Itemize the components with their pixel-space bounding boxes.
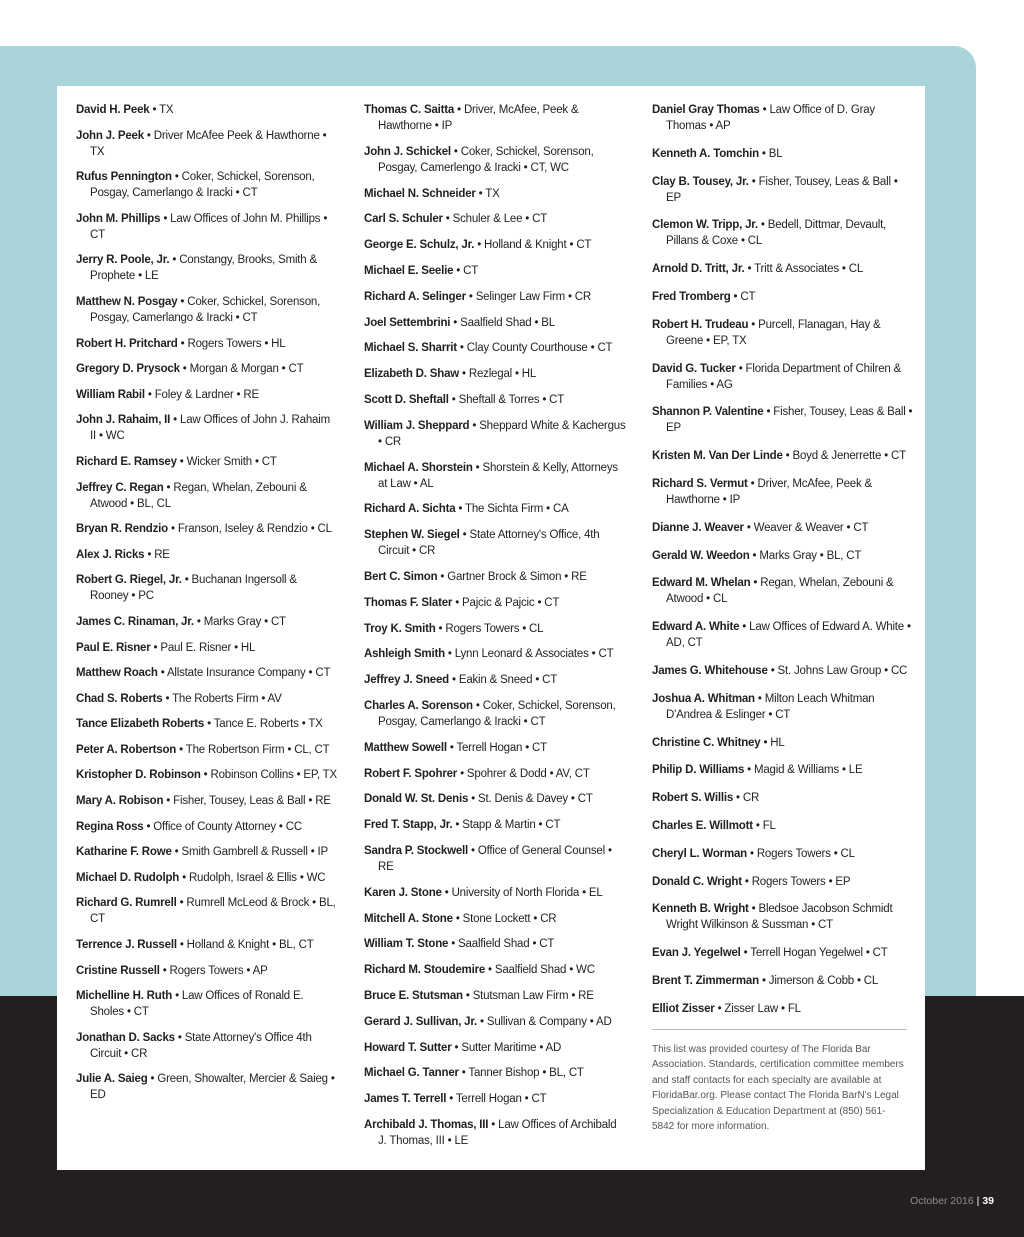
directory-entry: Sandra P. Stockwell • Office of General Counsel • RE: [364, 844, 612, 873]
attorney-name: Charles E. Willmott: [652, 819, 753, 832]
directory-entry: Fred T. Stapp, Jr. • Stapp & Martin • CT: [364, 819, 561, 832]
attorney-detail: Law Offices of Edward A. White • AD, CT: [666, 621, 911, 650]
attorney-detail: Regan, Whelan, Zebouni & Atwood • BL, CL: [90, 481, 307, 510]
attorney-name: Michael G. Tanner: [364, 1067, 459, 1080]
directory-entry: Mary A. Robison • Fisher, Tousey, Leas & Ball • RE: [76, 795, 331, 808]
attorney-detail: Morgan & Morgan • CT: [189, 363, 304, 376]
directory-entry: Charles A. Sorenson • Coker, Schickel, Sorenson, Posgay, Camerlango & Iracki • CT: [364, 699, 616, 728]
attorney-detail: Wicker Smith • CT: [186, 455, 277, 468]
attorney-detail: CR: [742, 792, 760, 805]
attorney-name: Richard M. Stoudemire: [364, 964, 486, 977]
attorney-detail: Selinger Law Firm • CR: [475, 290, 591, 303]
attorney-detail: Eakin & Sneed • CT: [458, 674, 558, 687]
attorney-name: Robert F. Spohrer: [364, 767, 458, 780]
attorney-detail: State Attorney's Office, 4th Circuit • CR: [378, 529, 600, 558]
attorney-name: Daniel Gray Thomas: [652, 104, 760, 116]
directory-entry: George E. Schulz, Jr. • Holland & Knight • CT: [364, 239, 592, 252]
attorney-name: James C. Rinaman, Jr.: [76, 615, 194, 628]
attorney-detail: Office of County Attorney • CC: [153, 820, 302, 833]
attorney-name: Katharine F. Rowe: [76, 846, 172, 859]
directory-entry: Christine C. Whitney • HL: [652, 736, 785, 749]
attorney-detail: Jimerson & Cobb • CL: [768, 974, 879, 987]
attorney-name: Robert G. Riegel, Jr.: [76, 574, 182, 587]
attorney-name: Kenneth A. Tomchin: [652, 147, 759, 160]
attorney-detail: Pajcic & Pajcic • CT: [462, 596, 560, 609]
directory-entry: David H. Peek • TX: [76, 104, 174, 116]
attorney-detail: Bledsoe Jacobson Schmidt Wright Wilkinson & Sussman • CT: [666, 903, 893, 932]
attorney-detail: Sheftall & Torres • CT: [458, 393, 565, 406]
attorney-detail: Constangy, Brooks, Smith & Prophete • LE: [90, 254, 317, 283]
attorney-detail: Tanner Bishop • BL, CT: [468, 1067, 584, 1080]
attorney-detail: Law Offices of John J. Rahaim II • WC: [90, 414, 330, 443]
attorney-detail: Robinson Collins • EP, TX: [210, 769, 337, 782]
attorney-name: Christine C. Whitney: [652, 736, 761, 749]
attorney-name: Troy K. Smith: [364, 622, 436, 635]
directory-entry: William Rabil • Foley & Lardner • RE: [76, 388, 259, 401]
attorney-detail: Coker, Schickel, Sorenson, Posgay, Camerlango & Iracki • CT: [90, 295, 321, 324]
attorney-name: Terrence J. Russell: [76, 939, 177, 952]
attorney-name: Fred Tromberg: [652, 290, 731, 303]
attorney-detail: Buchanan Ingersoll & Rooney • PC: [90, 574, 297, 603]
attorney-name: Jerry R. Poole, Jr.: [76, 254, 170, 267]
attorney-detail: St. Denis & Davey • CT: [478, 793, 593, 806]
issue-date: October 2016: [910, 1195, 974, 1207]
directory-entry: Matthew Roach • Allstate Insurance Company • CT: [76, 667, 331, 680]
directory-entry: Cristine Russell • Rogers Towers • AP: [76, 964, 268, 977]
page-footer: [910, 1195, 994, 1207]
attorney-detail: St. Johns Law Group • CC: [777, 664, 908, 677]
directory-entry: Kenneth B. Wright • Bledsoe Jacobson Schmidt Wright Wilkinson & Sussman • CT: [652, 903, 893, 932]
directory-entry: Robert G. Riegel, Jr. • Buchanan Ingersoll & Rooney • PC: [76, 574, 297, 603]
directory-entry: Arnold D. Tritt, Jr. • Tritt & Associates • CL: [652, 263, 864, 276]
directory-entry: Gerald W. Weedon • Marks Gray • BL, CT: [652, 549, 862, 562]
attorney-name: Michael S. Sharrit: [364, 342, 457, 355]
attorney-detail: Rudolph, Israel & Ellis • WC: [188, 871, 326, 884]
attorney-detail: Holland & Knight • CT: [484, 239, 592, 252]
directory-entry: John J. Peek • Driver McAfee Peek & Hawthorne • TX: [76, 129, 327, 158]
attorney-detail: Fisher, Tousey, Leas & Ball • EP: [666, 406, 913, 435]
directory-entry: Philip D. Williams • Magid & Williams • LE: [652, 764, 863, 777]
directory-entry: Thomas F. Slater • Pajcic & Pajcic • CT: [364, 596, 560, 609]
attorney-name: Michael A. Shorstein: [364, 461, 473, 474]
attorney-name: Carl S. Schuler: [364, 213, 443, 226]
directory-entry: Matthew Sowell • Terrell Hogan • CT: [364, 741, 547, 754]
directory-entry: Regina Ross • Office of County Attorney • CC: [76, 820, 302, 833]
directory-entry: Charles E. Willmott • FL: [652, 819, 776, 832]
directory-entry: Scott D. Sheftall • Sheftall & Torres • CT: [364, 393, 565, 406]
attorney-name: Cheryl L. Worman: [652, 847, 747, 860]
attorney-name: Kenneth B. Wright: [652, 903, 749, 916]
attorney-name: Robert H. Trudeau: [652, 318, 749, 331]
directory-entry: Dianne J. Weaver • Weaver & Weaver • CT: [652, 521, 869, 534]
attorney-name: Chad S. Roberts: [76, 692, 163, 705]
directory-entry: Clay B. Tousey, Jr. • Fisher, Tousey, Leas & Ball • EP: [652, 175, 898, 204]
directory-entry: Michelline H. Ruth • Law Offices of Ronald E. Sholes • CT: [76, 990, 304, 1019]
attorney-name: Charles A. Sorenson: [364, 699, 473, 712]
attorney-name: Fred T. Stapp, Jr.: [364, 819, 453, 832]
attorney-name: Brent T. Zimmerman: [652, 974, 759, 987]
directory-entry: Richard S. Vermut • Driver, McAfee, Peek & Hawthorne • IP: [652, 477, 872, 506]
attorney-detail: Driver, McAfee, Peek & Hawthorne • IP: [378, 104, 579, 132]
attorney-name: Kristopher D. Robinson: [76, 769, 201, 782]
attorney-name: Matthew Sowell: [364, 741, 447, 754]
attorney-name: Mary A. Robison: [76, 795, 164, 808]
column-3-entries: [652, 102, 914, 1017]
attorney-name: John M. Phillips: [76, 212, 161, 225]
attorney-detail: BL: [768, 147, 783, 160]
attorney-name: Elizabeth D. Shaw: [364, 368, 460, 381]
directory-entry: Bert C. Simon • Gartner Brock & Simon • RE: [364, 570, 587, 583]
attorney-detail: The Sichta Firm • CA: [465, 503, 569, 516]
attorney-detail: Saalfield Shad • WC: [494, 964, 595, 977]
directory-entry: Gerard J. Sullivan, Jr. • Sullivan & Company • AD: [364, 1015, 612, 1028]
attorney-detail: Saalfield Shad • CT: [458, 938, 555, 951]
attorney-name: Matthew N. Posgay: [76, 295, 178, 308]
directory-entry: Michael E. Seelie • CT: [364, 264, 479, 277]
attorney-name: James G. Whitehouse: [652, 664, 768, 677]
attorney-name: Joel Settembrini: [364, 316, 451, 329]
directory-entry: Carl S. Schuler • Schuler & Lee • CT: [364, 213, 548, 226]
attorney-name: Evan J. Yegelwel: [652, 947, 741, 960]
attorney-detail: Paul E. Risner • HL: [160, 641, 256, 654]
directory-entry: Troy K. Smith • Rogers Towers • CL: [364, 622, 544, 635]
attorney-name: Sandra P. Stockwell: [364, 844, 469, 857]
column-1: [76, 102, 338, 1113]
attorney-name: Tance Elizabeth Roberts: [76, 718, 205, 731]
directory-entry: Joshua A. Whitman • Milton Leach Whitman D'Andrea & Eslinger • CT: [652, 692, 875, 721]
directory-entry: Michael D. Rudolph • Rudolph, Israel & Ellis • WC: [76, 871, 326, 884]
attorney-detail: Rogers Towers • AP: [169, 964, 268, 977]
directory-entry: William T. Stone • Saalfield Shad • CT: [364, 938, 555, 951]
attorney-name: Joshua A. Whitman: [652, 692, 755, 705]
attorney-detail: Weaver & Weaver • CT: [753, 521, 869, 534]
directory-entry: Paul E. Risner • Paul E. Risner • HL: [76, 641, 256, 654]
attorney-name: Dianne J. Weaver: [652, 521, 744, 534]
attorney-name: William Rabil: [76, 388, 145, 401]
attorney-name: Alex J. Ricks: [76, 548, 145, 561]
attorney-name: Bryan R. Rendzio: [76, 523, 169, 536]
attorney-detail: Sullivan & Company • AD: [486, 1015, 612, 1028]
directory-entry: Elizabeth D. Shaw • Rezlegal • HL: [364, 368, 537, 381]
attorney-detail: CT: [740, 290, 756, 303]
directory-entry: Ashleigh Smith • Lynn Leonard & Associates • CT: [364, 648, 614, 661]
directory-entry: Archibald J. Thomas, III • Law Offices of Archibald J. Thomas, III • LE: [364, 1118, 617, 1147]
attorney-detail: Regan, Whelan, Zebouni & Atwood • CL: [666, 577, 894, 606]
attorney-detail: Rogers Towers • CL: [756, 847, 855, 860]
attorney-name: Robert H. Pritchard: [76, 337, 178, 350]
attorney-name: John J. Rahaim, II: [76, 414, 171, 427]
directory-entry: Edward A. White • Law Offices of Edward A. White • AD, CT: [652, 621, 911, 650]
column-3: [652, 102, 914, 1135]
attorney-name: Richard A. Sichta: [364, 503, 456, 516]
directory-entry: Katharine F. Rowe • Smith Gambrell & Russell • IP: [76, 846, 328, 859]
directory-entry: Elliot Zisser • Zisser Law • FL: [652, 1002, 801, 1015]
attorney-name: Kristen M. Van Der Linde: [652, 450, 783, 463]
attorney-name: Scott D. Sheftall: [364, 393, 449, 406]
attorney-name: Jeffrey J. Sneed: [364, 674, 450, 687]
attorney-name: George E. Schulz, Jr.: [364, 239, 475, 252]
directory-entry: Jeffrey J. Sneed • Eakin & Sneed • CT: [364, 674, 558, 687]
attorney-detail: Driver, McAfee, Peek & Hawthorne • IP: [666, 477, 872, 506]
attorney-detail: RE: [154, 548, 170, 561]
attorney-name: Clay B. Tousey, Jr.: [652, 175, 749, 188]
directory-entry: Mitchell A. Stone • Stone Lockett • CR: [364, 912, 557, 925]
attorney-name: Regina Ross: [76, 820, 144, 833]
attorney-name: Donald C. Wright: [652, 875, 742, 888]
attorney-name: Ashleigh Smith: [364, 648, 445, 661]
attorney-detail: Smith Gambrell & Russell • IP: [181, 846, 328, 859]
attorney-name: Bruce E. Stutsman: [364, 989, 463, 1002]
attorney-name: Richard A. Selinger: [364, 290, 466, 303]
directory-entry: William J. Sheppard • Sheppard White & Kachergus • CR: [364, 419, 626, 448]
directory-entry: Joel Settembrini • Saalfield Shad • BL: [364, 316, 555, 329]
directory-entry: Richard A. Sichta • The Sichta Firm • CA: [364, 503, 569, 516]
directory-entry: Richard M. Stoudemire • Saalfield Shad • WC: [364, 964, 595, 977]
attorney-name: Stephen W. Siegel: [364, 529, 460, 542]
directory-entry: John M. Phillips • Law Offices of John M. Phillips • CT: [76, 212, 328, 241]
directory-entry: Peter A. Robertson • The Robertson Firm • CL, CT: [76, 743, 330, 756]
attorney-name: Philip D. Williams: [652, 764, 745, 777]
directory-entry: Donald W. St. Denis • St. Denis & Davey • CT: [364, 793, 593, 806]
directory-entry: Daniel Gray Thomas • Law Office of D. Gray Thomas • AP: [652, 104, 875, 132]
attorney-detail: Magid & Williams • LE: [753, 764, 863, 777]
directory-entry: Stephen W. Siegel • State Attorney's Office, 4th Circuit • CR: [364, 529, 600, 558]
attorney-name: Edward M. Whelan: [652, 577, 751, 590]
attorney-name: Karen J. Stone: [364, 886, 442, 899]
attorney-detail: Tance E. Roberts • TX: [213, 718, 323, 731]
attorney-detail: Stone Lockett • CR: [462, 912, 557, 925]
directory-entry: Thomas C. Saitta • Driver, McAfee, Peek & Hawthorne • IP: [364, 104, 579, 132]
directory-entry: Jonathan D. Sacks • State Attorney's Office 4th Circuit • CR: [76, 1031, 312, 1060]
directory-entry: Michael G. Tanner • Tanner Bishop • BL, CT: [364, 1067, 584, 1080]
directory-entry: Michael S. Sharrit • Clay County Courthouse • CT: [364, 342, 613, 355]
attorney-detail: Rumrell McLeod & Brock • BL, CT: [90, 897, 336, 926]
attorney-detail: Bedell, Dittmar, Devault, Pillans & Coxe • CL: [666, 219, 887, 248]
directory-entry: Terrence J. Russell • Holland & Knight • BL, CT: [76, 939, 314, 952]
attorney-name: Donald W. St. Denis: [364, 793, 469, 806]
attorney-name: Michelline H. Ruth: [76, 990, 173, 1003]
attorney-detail: Sutter Maritime • AD: [461, 1041, 562, 1054]
attorney-detail: Saalfield Shad • BL: [460, 316, 555, 329]
directory-entry: Rufus Pennington • Coker, Schickel, Sorenson, Posgay, Camerlango & Iracki • CT: [76, 171, 315, 200]
directory-entry: Richard A. Selinger • Selinger Law Firm • CR: [364, 290, 591, 303]
directory-entry: Edward M. Whelan • Regan, Whelan, Zebouni & Atwood • CL: [652, 577, 894, 606]
attorney-detail: Fisher, Tousey, Leas & Ball • EP: [666, 175, 898, 204]
attorney-detail: Franson, Iseley & Rendzio • CL: [177, 523, 332, 536]
directory-entry: Matthew N. Posgay • Coker, Schickel, Sorenson, Posgay, Camerlango & Iracki • CT: [76, 295, 321, 324]
directory-entry: Robert H. Pritchard • Rogers Towers • HL: [76, 337, 286, 350]
attorney-name: Peter A. Robertson: [76, 743, 177, 756]
attorney-detail: Lynn Leonard & Associates • CT: [454, 648, 614, 661]
attorney-name: Howard T. Sutter: [364, 1041, 452, 1054]
attorney-detail: Fisher, Tousey, Leas & Ball • RE: [173, 795, 331, 808]
attorney-name: Michael E. Seelie: [364, 264, 454, 277]
attorney-name: Michael N. Schneider: [364, 187, 476, 200]
attorney-detail: Rezlegal • HL: [468, 368, 537, 381]
attorney-detail: Law Office of D. Gray Thomas • AP: [666, 104, 875, 132]
attorney-detail: Terrell Hogan Yegelwel • CT: [750, 947, 888, 960]
attorney-name: Julie A. Saieg: [76, 1073, 148, 1086]
attorney-detail: Law Offices of Archibald J. Thomas, III • LE: [378, 1118, 617, 1147]
attorney-detail: Shorstein & Kelly, Attorneys at Law • AL: [378, 461, 618, 490]
attorney-detail: Holland & Knight • BL, CT: [186, 939, 314, 952]
directory-entry: James G. Whitehouse • St. Johns Law Group • CC: [652, 664, 908, 677]
directory-entry: James T. Terrell • Terrell Hogan • CT: [364, 1093, 547, 1106]
directory-entry: Jeffrey C. Regan • Regan, Whelan, Zebouni & Atwood • BL, CL: [76, 481, 307, 510]
directory-entry: Bruce E. Stutsman • Stutsman Law Firm • RE: [364, 989, 594, 1002]
attorney-name: Mitchell A. Stone: [364, 912, 453, 925]
attorney-name: Richard E. Ramsey: [76, 455, 177, 468]
directory-entry: Karen J. Stone • University of North Florida • EL: [364, 886, 603, 899]
attorney-detail: Green, Showalter, Mercier & Saieg • ED: [90, 1073, 335, 1102]
attorney-name: Gerald W. Weedon: [652, 549, 750, 562]
attorney-detail: Milton Leach Whitman D'Andrea & Eslinger • CT: [666, 692, 875, 721]
attorney-detail: CT: [463, 264, 479, 277]
directory-entry: Fred Tromberg • CT: [652, 290, 756, 303]
attorney-detail: Florida Department of Chilren & Families • AG: [666, 362, 902, 391]
directory-entry: Michael A. Shorstein • Shorstein & Kelly, Attorneys at Law • AL: [364, 461, 618, 490]
directory-entry: Clemon W. Tripp, Jr. • Bedell, Dittmar, Devault, Pillans & Coxe • CL: [652, 219, 887, 248]
attorney-name: William J. Sheppard: [364, 419, 470, 432]
attorney-name: Arnold D. Tritt, Jr.: [652, 263, 745, 276]
attorney-name: David H. Peek: [76, 104, 150, 116]
attorney-name: Richard G. Rumrell: [76, 897, 177, 910]
attorney-detail: Rogers Towers • EP: [751, 875, 851, 888]
column-2: [364, 102, 626, 1159]
attorney-name: Thomas F. Slater: [364, 596, 453, 609]
directory-entry: Chad S. Roberts • The Roberts Firm • AV: [76, 692, 282, 705]
attorney-detail: University of North Florida • EL: [451, 886, 603, 899]
directory-entry: Richard G. Rumrell • Rumrell McLeod & Brock • BL, CT: [76, 897, 336, 926]
directory-entry: Cheryl L. Worman • Rogers Towers • CL: [652, 847, 855, 860]
attorney-detail: Coker, Schickel, Sorenson, Posgay, Camerlengo & Iracki • CT, WC: [378, 145, 594, 174]
attorney-detail: Stutsman Law Firm • RE: [472, 989, 594, 1002]
attorney-detail: Office of General Counsel • RE: [378, 844, 612, 873]
directory-entry: Brent T. Zimmerman • Jimerson & Cobb • CL: [652, 974, 879, 987]
attorney-detail: Foley & Lardner • RE: [154, 388, 259, 401]
attorney-name: Edward A. White: [652, 621, 740, 634]
directory-card: [57, 86, 925, 1170]
attorney-detail: Sheppard White & Kachergus • CR: [378, 419, 626, 448]
attorney-detail: Purcell, Flanagan, Hay & Greene • EP, TX: [666, 318, 881, 347]
directory-entry: Bryan R. Rendzio • Franson, Iseley & Rendzio • CL: [76, 523, 332, 536]
attorney-detail: Boyd & Jenerrette • CT: [792, 450, 906, 463]
attorney-detail: State Attorney's Office 4th Circuit • CR: [90, 1031, 312, 1060]
directory-entry: Tance Elizabeth Roberts • Tance E. Roberts • TX: [76, 718, 323, 731]
directory-entry: John J. Rahaim, II • Law Offices of John J. Rahaim II • WC: [76, 414, 330, 443]
attorney-detail: TX: [485, 187, 500, 200]
attorney-name: Richard S. Vermut: [652, 477, 748, 490]
attorney-detail: Terrell Hogan • CT: [455, 1093, 547, 1106]
attorney-detail: Terrell Hogan • CT: [456, 741, 547, 754]
attorney-name: Elliot Zisser: [652, 1002, 715, 1015]
directory-entry: Gregory D. Prysock • Morgan & Morgan • CT: [76, 363, 304, 376]
attorney-name: Michael D. Rudolph: [76, 871, 180, 884]
attorney-name: Gregory D. Prysock: [76, 363, 180, 376]
attorney-detail: Spohrer & Dodd • AV, CT: [466, 767, 590, 780]
attorney-name: Shannon P. Valentine: [652, 406, 764, 419]
attorney-detail: Allstate Insurance Company • CT: [166, 667, 331, 680]
attorney-detail: FL: [762, 819, 776, 832]
page-number: 39: [982, 1195, 994, 1207]
attorney-detail: HL: [770, 736, 785, 749]
attorney-name: Cristine Russell: [76, 964, 160, 977]
directory-entry: Richard E. Ramsey • Wicker Smith • CT: [76, 455, 277, 468]
directory-entry: Robert F. Spohrer • Spohrer & Dodd • AV, CT: [364, 767, 590, 780]
attorney-detail: TX: [159, 104, 174, 116]
attorney-name: Rufus Pennington: [76, 171, 172, 184]
attorney-detail: Gartner Brock & Simon • RE: [447, 570, 587, 583]
directory-entry: Julie A. Saieg • Green, Showalter, Mercier & Saieg • ED: [76, 1073, 335, 1102]
directory-entry: Michael N. Schneider • TX: [364, 187, 500, 200]
directory-entry: Robert H. Trudeau • Purcell, Flanagan, Hay & Greene • EP, TX: [652, 318, 881, 347]
attorney-name: James T. Terrell: [364, 1093, 447, 1106]
directory-entry: Kenneth A. Tomchin • BL: [652, 147, 783, 160]
attorney-name: Gerard J. Sullivan, Jr.: [364, 1015, 478, 1028]
attorney-name: John J. Schickel: [364, 145, 451, 158]
attorney-name: Thomas C. Saitta: [364, 104, 455, 116]
attorney-name: William T. Stone: [364, 938, 449, 951]
attorney-detail: Law Offices of John M. Phillips • CT: [90, 212, 328, 241]
attorney-name: David G. Tucker: [652, 362, 736, 375]
attorney-detail: Stapp & Martin • CT: [462, 819, 561, 832]
directory-entry: Donald C. Wright • Rogers Towers • EP: [652, 875, 851, 888]
attorney-detail: The Roberts Firm • AV: [172, 692, 282, 705]
directory-entry: Shannon P. Valentine • Fisher, Tousey, Leas & Ball • EP: [652, 406, 913, 435]
attorney-name: John J. Peek: [76, 129, 144, 142]
attorney-detail: Clay County Courthouse • CT: [466, 342, 613, 355]
directory-entry: Evan J. Yegelwel • Terrell Hogan Yegelwel • CT: [652, 947, 888, 960]
attorney-detail: Marks Gray • CT: [203, 615, 286, 628]
attorney-name: Jeffrey C. Regan: [76, 481, 164, 494]
attorney-detail: Zisser Law • FL: [724, 1002, 801, 1015]
courtesy-note: This list was provided courtesy of The Florida Bar Association. Standards, certification committee members and staff contacts for each specialty are available at FloridaBar.org. Please contact The Florida BarN's Legal Specialization & Education Department at (850) 561-5842 for more information.: [652, 1043, 904, 1133]
attorney-name: Robert S. Willis: [652, 792, 734, 805]
attorney-name: Jonathan D. Sacks: [76, 1031, 175, 1044]
directory-entry: Alex J. Ricks • RE: [76, 548, 170, 561]
attorney-name: Bert C. Simon: [364, 570, 438, 583]
attorney-detail: Law Offices of Ronald E. Sholes • CT: [90, 990, 304, 1019]
attorney-detail: Rogers Towers • CL: [445, 622, 544, 635]
attorney-name: Archibald J. Thomas, III: [364, 1118, 489, 1131]
directory-entry: John J. Schickel • Coker, Schickel, Sorenson, Posgay, Camerlengo & Iracki • CT, WC: [364, 145, 594, 174]
attorney-name: Matthew Roach: [76, 667, 158, 680]
directory-entry: Howard T. Sutter • Sutter Maritime • AD: [364, 1041, 562, 1054]
directory-entry: Kristen M. Van Der Linde • Boyd & Jenerrette • CT: [652, 450, 906, 463]
attorney-detail: Coker, Schickel, Sorenson, Posgay, Camerlango & Iracki • CT: [378, 699, 616, 728]
note-divider: [652, 1029, 907, 1030]
directory-entry: Jerry R. Poole, Jr. • Constangy, Brooks, Smith & Prophete • LE: [76, 254, 317, 283]
directory-entry: James C. Rinaman, Jr. • Marks Gray • CT: [76, 615, 286, 628]
directory-entry: David G. Tucker • Florida Department of Chilren & Families • AG: [652, 362, 902, 391]
footer-separator: |: [976, 1195, 980, 1207]
directory-entry: Robert S. Willis • CR: [652, 792, 760, 805]
attorney-detail: Driver McAfee Peek & Hawthorne • TX: [90, 129, 327, 158]
attorney-detail: Marks Gray • BL, CT: [759, 549, 862, 562]
attorney-detail: Rogers Towers • HL: [187, 337, 286, 350]
attorney-detail: Tritt & Associates • CL: [754, 263, 864, 276]
attorney-name: Clemon W. Tripp, Jr.: [652, 219, 758, 232]
attorney-detail: The Robertson Firm • CL, CT: [185, 743, 330, 756]
directory-entry: Kristopher D. Robinson • Robinson Collins • EP, TX: [76, 769, 337, 782]
attorney-name: Paul E. Risner: [76, 641, 151, 654]
attorney-detail: Schuler & Lee • CT: [452, 213, 548, 226]
attorney-detail: Coker, Schickel, Sorenson, Posgay, Camerlango & Iracki • CT: [90, 171, 315, 200]
